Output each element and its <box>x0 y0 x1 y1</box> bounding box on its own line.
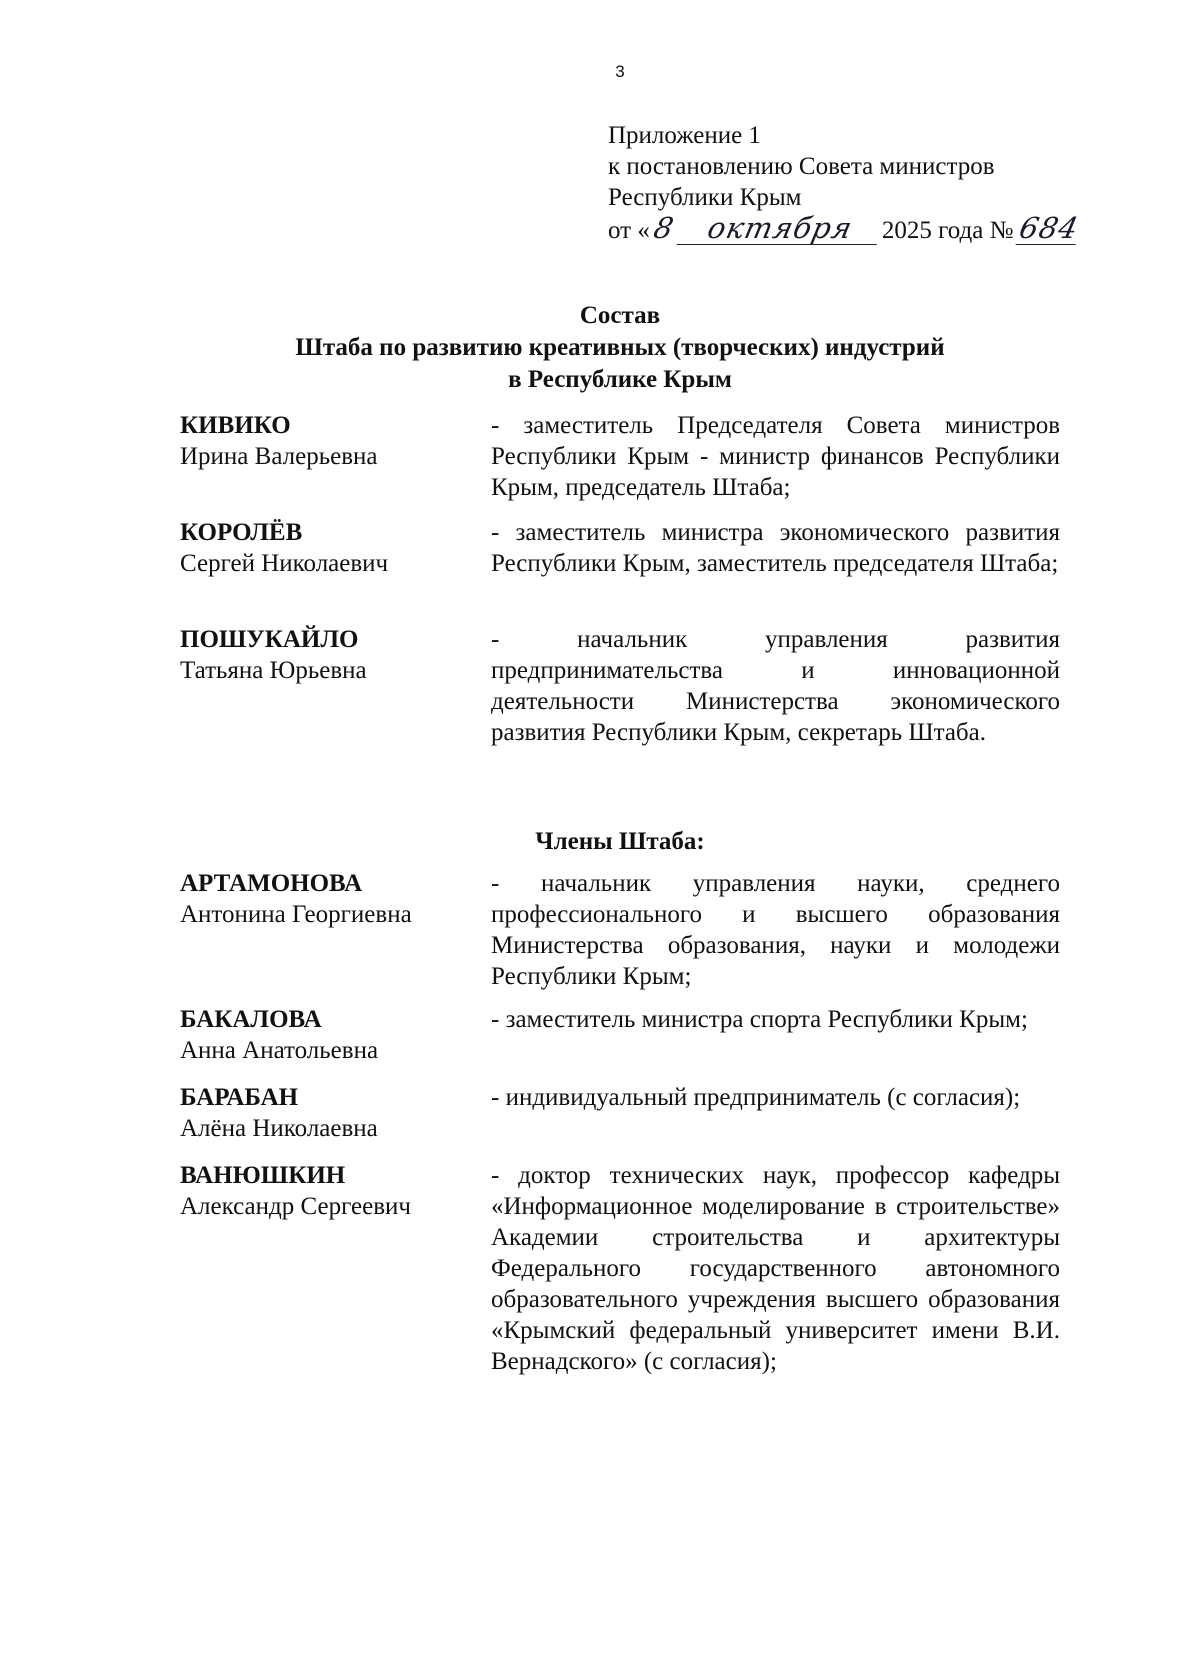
members-heading: Члены Штаба: <box>535 828 705 855</box>
person-role: - начальник управления науки, среднего профессионального и высшего образования Министерства образования, науки и молодежи Республики Крым; <box>491 870 1060 990</box>
person-surname: БАКАЛОВА <box>180 1006 322 1033</box>
person-role: - заместитель министра спорта Республики Крым; <box>491 1006 1028 1033</box>
person-surname: АРТАМОНОВА <box>180 870 363 897</box>
person-name <box>180 517 470 579</box>
person-given-name: Александр Сергеевич <box>180 1193 411 1220</box>
person-name <box>180 410 470 472</box>
person-given-name: Алёна Николаевна <box>180 1115 378 1142</box>
person-name <box>180 1160 470 1222</box>
date-year: 2025 года № <box>881 217 1014 244</box>
handwritten-day: 8 <box>650 211 678 245</box>
person-role: - начальник управления развития предпринимательства и инновационной деятельности Министерства экономического развития Республики Крым, секретарь Штаба. <box>491 626 1060 746</box>
handwritten-month: октября <box>676 213 883 245</box>
person-given-name: Ирина Валерьевна <box>180 443 378 470</box>
person-name <box>180 1082 470 1144</box>
person-role: - индивидуальный предприниматель (с согласия); <box>491 1084 1021 1111</box>
person-given-name: Сергей Николаевич <box>180 550 389 577</box>
page-number: 3 <box>615 62 625 81</box>
person-surname: КОРОЛЁВ <box>180 519 303 546</box>
person-given-name: Анна Анатольевна <box>180 1037 379 1064</box>
appendix-republic-line: Республики Крым <box>608 184 802 211</box>
person-role: - доктор технических наук, профессор кафедры «Информационное моделирование в строительстве» Академии строительства и архитектуры Федерального государственного автономного образовательного учреждения высшего образования «Крымский федеральный университет имени В.И. Вернадского» (с согласия); <box>491 1162 1060 1375</box>
person-given-name: Татьяна Юрьевна <box>180 657 367 684</box>
person-surname: КИВИКО <box>180 412 291 439</box>
date-prefix: от « <box>608 217 650 244</box>
title-line-3: в Республике Крым <box>508 366 732 393</box>
person-surname: БАРАБАН <box>180 1084 299 1111</box>
person-name <box>180 624 470 686</box>
person-surname: ПОШУКАЙЛО <box>180 626 359 653</box>
person-role: - заместитель Председателя Совета министров Республики Крым - министр финансов Республики Крым, председатель Штаба; <box>491 412 1060 501</box>
person-name <box>180 868 470 930</box>
title-line-1: Состав <box>579 302 661 329</box>
appendix-resolution-line: к постановлению Совета министров <box>608 153 995 180</box>
person-role: - заместитель министра экономического развития Республики Крым, заместитель председателя Штаба; <box>491 519 1060 577</box>
appendix-label: Приложение 1 <box>608 122 761 149</box>
person-surname: ВАНЮШКИН <box>180 1162 346 1189</box>
person-name <box>180 1004 470 1066</box>
title-line-2: Штаба по развитию креативных (творческих) индустрий <box>295 334 945 361</box>
appendix-date-line <box>608 211 1083 246</box>
appendix-header <box>608 120 1083 246</box>
document-title <box>0 300 1200 396</box>
person-given-name: Антонина Георгиевна <box>180 901 412 928</box>
handwritten-doc-number: 684 <box>1016 211 1083 245</box>
